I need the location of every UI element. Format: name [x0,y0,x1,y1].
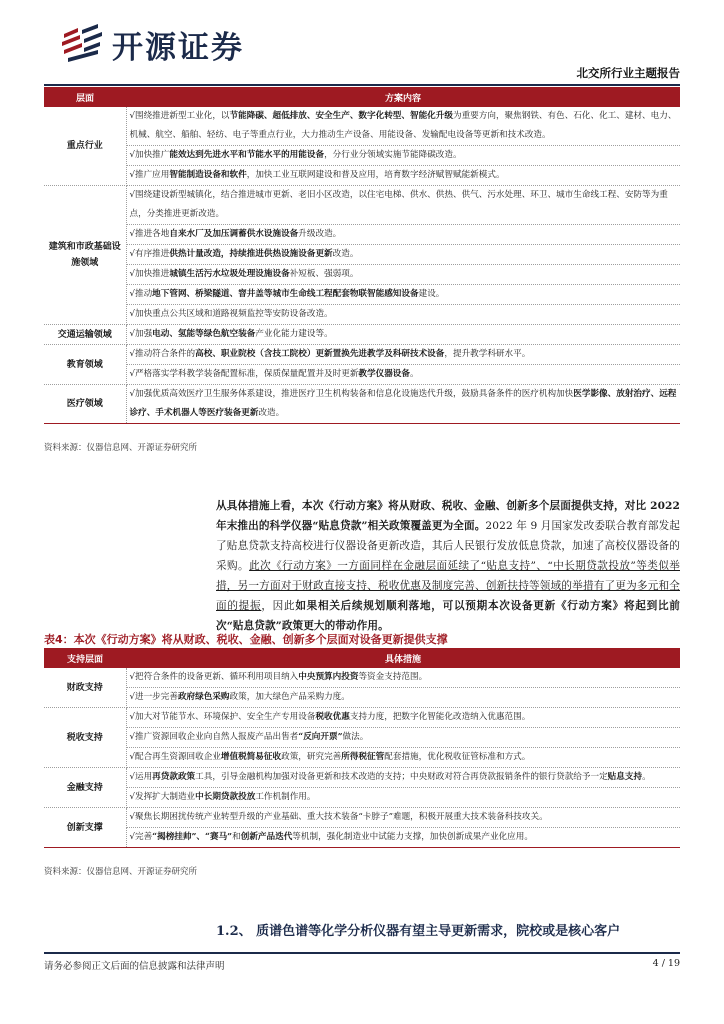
row-item [126,708,680,728]
para-conclusion: 如果相关后续规划顺利落地，可以预期本次设备更新《行动方案》将起到比前次“贴息贷款”政策更大的带动作用。 [216,600,680,632]
row-category: 交通运输领域 [44,325,126,345]
row-item [126,345,680,365]
row-item [126,305,680,325]
footer-disclaimer: 请务必参阅正文后面的信息披露和法律声明 [44,961,225,972]
item-highlight: 所得税征管 [341,752,385,762]
row-item [126,107,680,146]
item-text: 为重要方向，聚焦钢铁、有色、石化、化工、建材、电力、机械、航空、船舶、轻纺、电子等重点行业，大力推动生产设备、用能设备、发输配电设备等更新和技术改造。 [129,111,677,140]
item-text: 和 [232,832,241,842]
item-text: √推动符合条件的 [129,349,196,359]
item-text: 政策，加大绿色产品采购力度。 [229,692,350,702]
item-text: √聚焦长期困扰传统产业转型升级的产业基础、重大技术装备“卡脖子”难题，积极开展重大技术装备科技攻关。 [129,812,548,822]
table2-header-layer: 支持层面 [44,648,126,668]
item-text: √配合再生资源回收企业 [129,752,221,762]
item-highlight: 城镇生活污水垃圾处理设施设备 [169,269,290,279]
item-highlight: 增值税简易征收 [220,752,282,762]
row-category: 医疗领域 [44,385,126,424]
row-item [126,325,680,345]
row-category: 教育领域 [44,345,126,385]
row-item [126,265,680,285]
item-text: 补短板、强弱项。 [289,269,359,279]
item-text: √有序推进 [129,249,170,259]
item-highlight: 教学仪器设备 [358,369,410,379]
item-text: 。 [642,772,651,782]
item-highlight: “反向开票” [298,732,343,742]
item-text: √完善 [129,832,153,842]
item-text: √推广资源回收企业向自然人报废产品出售者 [129,732,299,742]
table2-source: 资料来源：仪器信息网、开源证券研究所 [44,867,198,877]
item-text: 配套措施，优化税收征管标准和方式。 [384,752,531,762]
report-type: 北交所行业主题报告 [576,66,680,80]
row-item [126,728,680,748]
row-item [126,788,680,808]
item-highlight: 贴息支持 [607,772,643,782]
item-text: √运用 [129,772,153,782]
item-text: √围绕推进新型工业化，以 [129,111,230,121]
item-text: √发挥扩大制造业 [129,792,196,802]
row-item [126,768,680,788]
row-item [126,225,680,245]
item-text: 建设。 [418,289,445,299]
table-header-content: 方案内容 [126,87,680,107]
item-highlight: 税收优惠 [315,712,350,722]
item-highlight: 电动、氢能等绿色航空装备 [152,329,256,339]
row-item [126,748,680,768]
row-category: 金融支持 [44,768,126,808]
item-highlight: 自来水厂及加压调蓄供水设施设备 [169,229,299,239]
item-text: √把符合条件的设备更新、循环利用项目纳入 [129,672,299,682]
item-text: 升级改造。 [298,229,342,239]
row-item [126,365,680,385]
para-s3: 此次《行动方案》一方面同样在金融层面延续了“贴息支持”、“中长期贷款投放”等类似举措，另一方面对于财政直接支持、税收优惠及制度完善、创新扶持等领域的举措有了更为多元和全面的提振 [216,560,680,612]
para-s4: ，因此 [261,600,296,612]
row-item [126,668,680,688]
item-highlight: 再贷款政策 [152,772,196,782]
row-category: 税收支持 [44,708,126,768]
item-text: 工具，引导金融机构加强对设备更新和技术改造的支持；中央财政对符合再贷款报销条件的银行贷款给予一定 [195,772,608,782]
item-text: 政策，研究完善 [281,752,342,762]
item-text: 做法。 [342,732,369,742]
row-category: 财政支持 [44,668,126,708]
item-text: √推动 [129,289,153,299]
equipment-renewal-table [44,87,680,424]
row-category: 建筑和市政基础设施领域 [44,186,126,325]
row-item [126,146,680,166]
row-item [126,245,680,265]
table1-source: 资料来源：仪器信息网、开源证券研究所 [44,443,198,453]
section-heading: 1.2、 质谱色谱等化学分析仪器有望主导更新需求，院校或是核心客户 [216,924,621,939]
item-text: √加快重点公共区域和道路视频监控等安防设备改造。 [129,309,333,319]
table-header-layer: 层面 [44,87,126,107]
row-item [126,186,680,225]
item-text: 改造。 [258,408,285,418]
item-highlight: 能效达到先进水平和节能水平的用能设备 [169,150,325,160]
item-text: 工作机制作用。 [255,792,316,802]
item-text: √推广应用 [129,170,170,180]
page-header [0,0,724,86]
item-text: 产业化能力建设等。 [255,329,333,339]
item-highlight: 高校、职业院校（含技工院校）更新置换先进教学及科研技术设备 [195,349,445,359]
item-highlight: 中长期贷款投放 [195,792,256,802]
item-text: 等资金支持范围。 [358,672,428,682]
item-text: 。 [410,369,419,379]
item-text: √进一步完善 [129,692,178,702]
item-highlight: 智能制造设备和软件 [169,170,247,180]
item-text: 改造。 [332,249,359,259]
support-measures-table [44,648,680,848]
item-highlight: 中央预算内投资 [298,672,359,682]
item-highlight: 供热计量改造，持续推进供热设施设备更新 [169,249,333,259]
row-item [126,385,680,424]
item-text: ，提升教学科研水平。 [444,349,531,359]
item-highlight: 地下管网、桥梁隧道、窨井盖等城市生命线工程配套物联智能感知设备 [152,289,419,299]
item-text: 支持力度，把数字化智能化改造纳入优惠范围。 [349,712,531,722]
row-item [126,808,680,828]
row-item [126,166,680,186]
row-category: 创新支撑 [44,808,126,848]
item-text: √推进各地 [129,229,170,239]
item-text: √加大对节能节水、环境保护、安全生产专用设备 [129,712,316,722]
footer-divider [44,952,680,954]
body-paragraph [216,496,680,636]
brand-name: 开源证券 [112,30,244,66]
open-source-securities-logo [58,22,104,62]
page-number: 4 / 19 [652,958,680,969]
item-text: √严格落实学科教学装备配置标准，保质保量配置并及时更新 [129,369,359,379]
para-s2: 2022 年 9 月国家发改委联合教育部发起了贴息贷款支持高校进行仪器设备更新改造，其后人民银行发放低息贷款，加速了高校仪器设备的采购。 [216,520,680,572]
item-highlight: 政府绿色采购 [177,692,230,702]
row-item [126,285,680,305]
para-lead: 从具体措施上看，本次《行动方案》将从财政、税收、金融、创新多个层面提供支持，对比 2022 年末推出的科学仪器“贴息贷款”相关政策覆盖更为全面。 [216,500,680,532]
row-category: 重点行业 [44,107,126,186]
table4-title: 表4：本次《行动方案》将从财政、税收、金融、创新多个层面对设备更新提供支撑 [44,633,448,646]
item-text: ，分行业分领域实施节能降碳改造。 [324,150,462,160]
item-text: √加快推进 [129,269,170,279]
item-text: 等机制，强化制造业中试能力支撑，加快创新成果产业化应用。 [292,832,533,842]
item-highlight: “揭榜挂帅”、“赛马” [152,832,233,842]
item-text: √加快推广 [129,150,170,160]
item-highlight: 节能降碳、超低排放、安全生产、数字化转型、智能化升级 [229,111,453,121]
header-divider [44,84,680,86]
item-highlight: 创新产品迭代 [240,832,293,842]
row-item [126,828,680,848]
item-text: ，加快工业互联网建设和普及应用，培育数字经济赋智赋能新模式。 [246,170,505,180]
item-text: √围绕建设新型城镇化，结合推进城市更新、老旧小区改造，以住宅电梯、供水、供热、供气、污水处理、环卫、城市生命线工程、安防等为重点，分类推进更新改造。 [129,190,668,219]
table2-header-measures: 具体措施 [126,648,680,668]
item-text: √加强优质高效医疗卫生服务体系建设，推进医疗卫生机构装备和信息化设施迭代升级，鼓励具备条件的医疗机构加快 [129,389,574,399]
item-highlight: 医学影像、放射治疗、远程诊疗、手术机器人等医疗装备更新 [129,389,677,418]
row-item [126,688,680,708]
item-text: √加强 [129,329,153,339]
